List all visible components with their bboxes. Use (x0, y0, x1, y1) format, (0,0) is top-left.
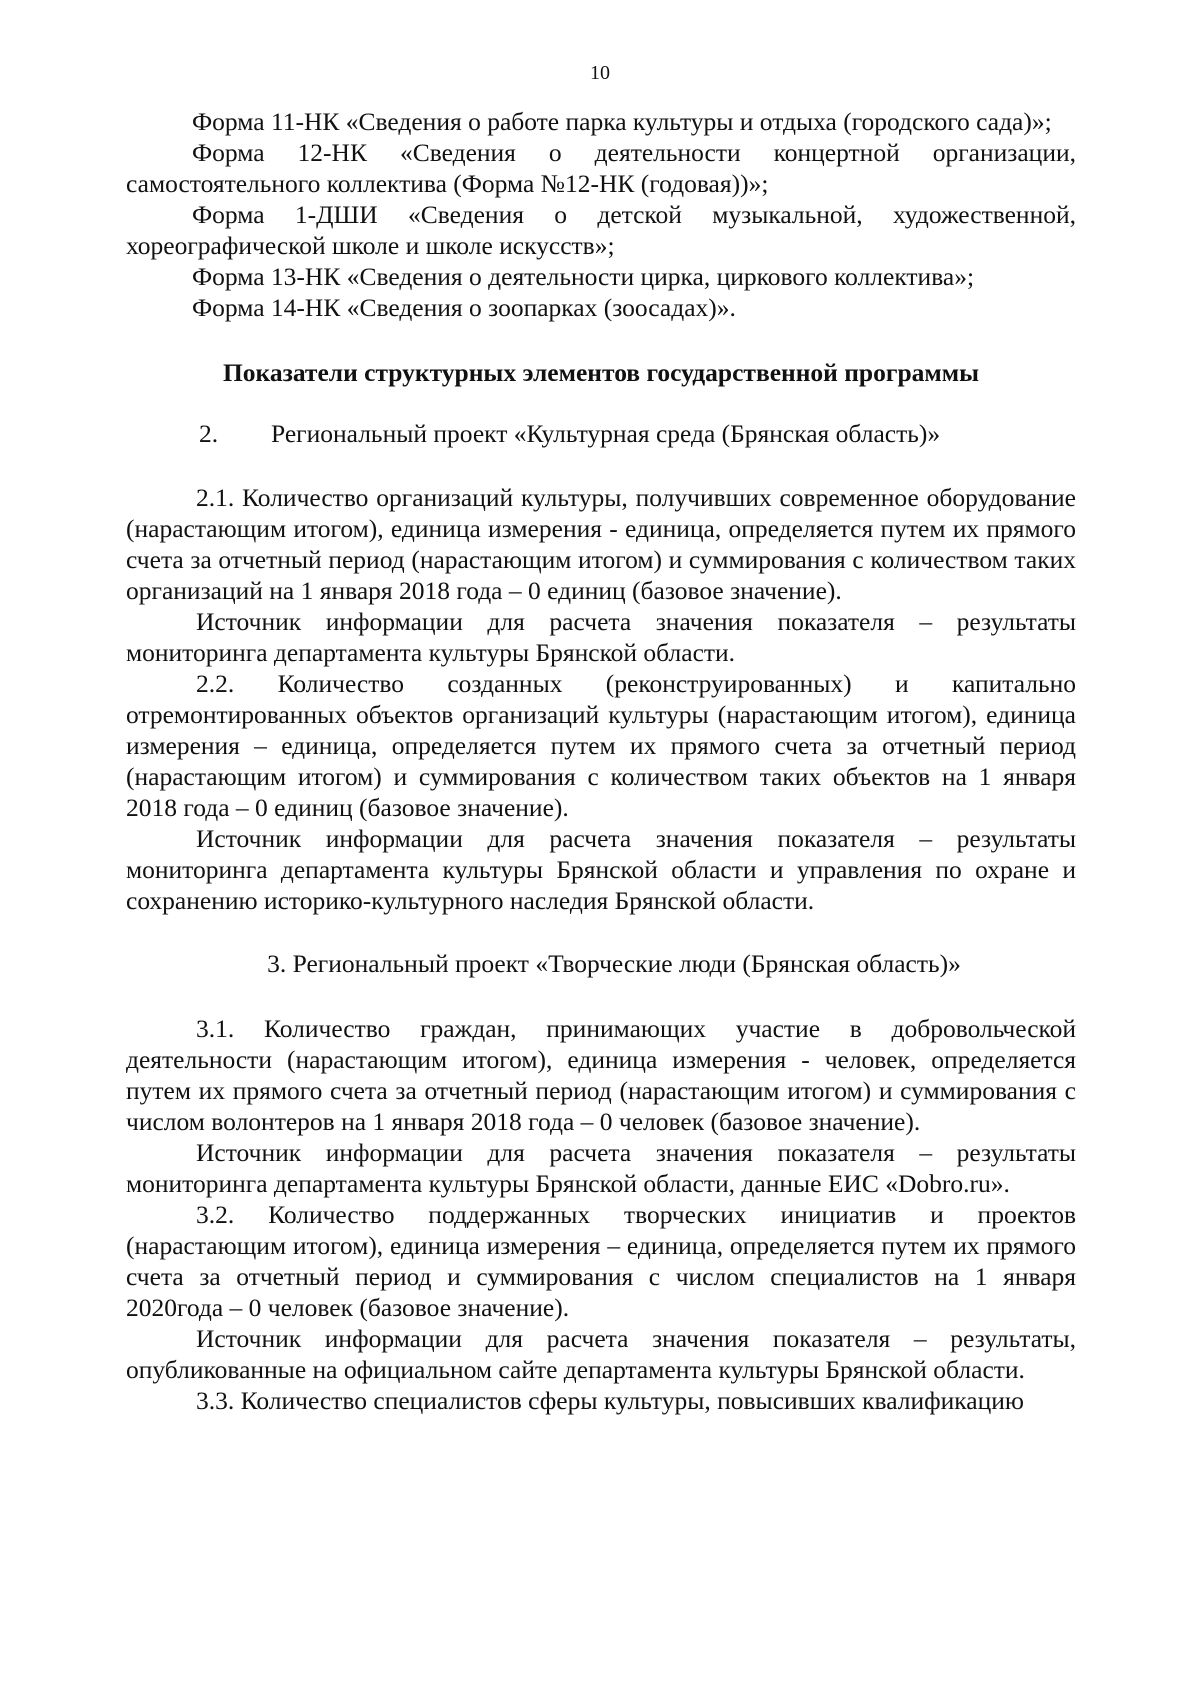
section-heading: Показатели структурных элементов государственной программы (222, 358, 980, 387)
paragraph: Источник информации для расчета значения показателя – результаты, опубликованные на официальном сайте департамента культуры Брянской области. (126, 1324, 1076, 1384)
form-item: Форма 12-НК «Сведения о деятельности концертной организации, самостоятельного коллектива (Форма №12-НК (годовая))»; (126, 138, 1076, 198)
paragraph: Источник информации для расчета значения показателя – результаты мониторинга департамента культуры Брянской области, данные ЕИС «Dobro.ru». (126, 1138, 1076, 1198)
paragraph: 3.1. Количество граждан, принимающих участие в добровольческой деятельности (нарастающим итогом), единица измерения - человек, определяется путем их прямого счета за отчетный период (нарастающим итогом) и суммирования с числом волонтеров на 1 января 2018 года – 0 человек (базовое значение). (126, 1014, 1076, 1136)
project-3-title: 3. Региональный проект «Творческие люди (Брянская область)» (267, 949, 961, 978)
project-2-title-text: Региональный проект «Культурная среда (Брянская область)» (271, 419, 941, 448)
paragraph: 2.1. Количество организаций культуры, получивших современное оборудование (нарастающим итогом), единица измерения - единица, определяется путем их прямого счета за отчетный период (нарастающим итогом) и суммирования с количеством таких организаций на 1 января 2018 года – 0 единиц (базовое значение). (126, 483, 1076, 605)
project-2-section (126, 482, 1076, 916)
project-3-section (126, 1013, 1076, 1416)
forms-list (126, 106, 1076, 323)
form-item: Форма 14-НК «Сведения о зоопарках (зоосадах)». (192, 293, 736, 322)
project-2-title (126, 418, 1076, 449)
paragraph: Источник информации для расчета значения показателя – результаты мониторинга департамента культуры Брянской области и управления по охране и сохранению историко-культурного наследия Брянской области. (126, 824, 1076, 915)
document-body (126, 106, 1076, 1416)
form-item: Форма 13-НК «Сведения о деятельности цирка, циркового коллектива»; (192, 262, 975, 291)
form-item: Форма 1-ДШИ «Сведения о детской музыкальной, художественной, хореографической школе и школе искусств»; (126, 200, 1076, 260)
project-2-number: 2. (199, 419, 219, 448)
paragraph: 3.3. Количество специалистов сферы культуры, повысивших квалификацию (196, 1386, 1024, 1415)
paragraph: 3.2. Количество поддержанных творческих инициатив и проектов (нарастающим итогом), единица измерения – единица, определяется путем их прямого счета за отчетный период и суммирования с числом специалистов на 1 января 2020года – 0 человек (базовое значение). (126, 1200, 1076, 1322)
page-number: 10 (590, 62, 610, 84)
form-item: Форма 11-НК «Сведения о работе парка культуры и отдыха (городского сада)»; (192, 107, 1052, 136)
paragraph: 2.2. Количество созданных (реконструированных) и капитально отремонтированных объектов организаций культуры (нарастающим итогом), единица измерения – единица, определяется путем их прямого счета за отчетный период (нарастающим итогом) и суммирования с количеством таких объектов на 1 января 2018 года – 0 единиц (базовое значение). (126, 669, 1076, 822)
paragraph: Источник информации для расчета значения показателя – результаты мониторинга департамента культуры Брянской области. (126, 607, 1076, 667)
